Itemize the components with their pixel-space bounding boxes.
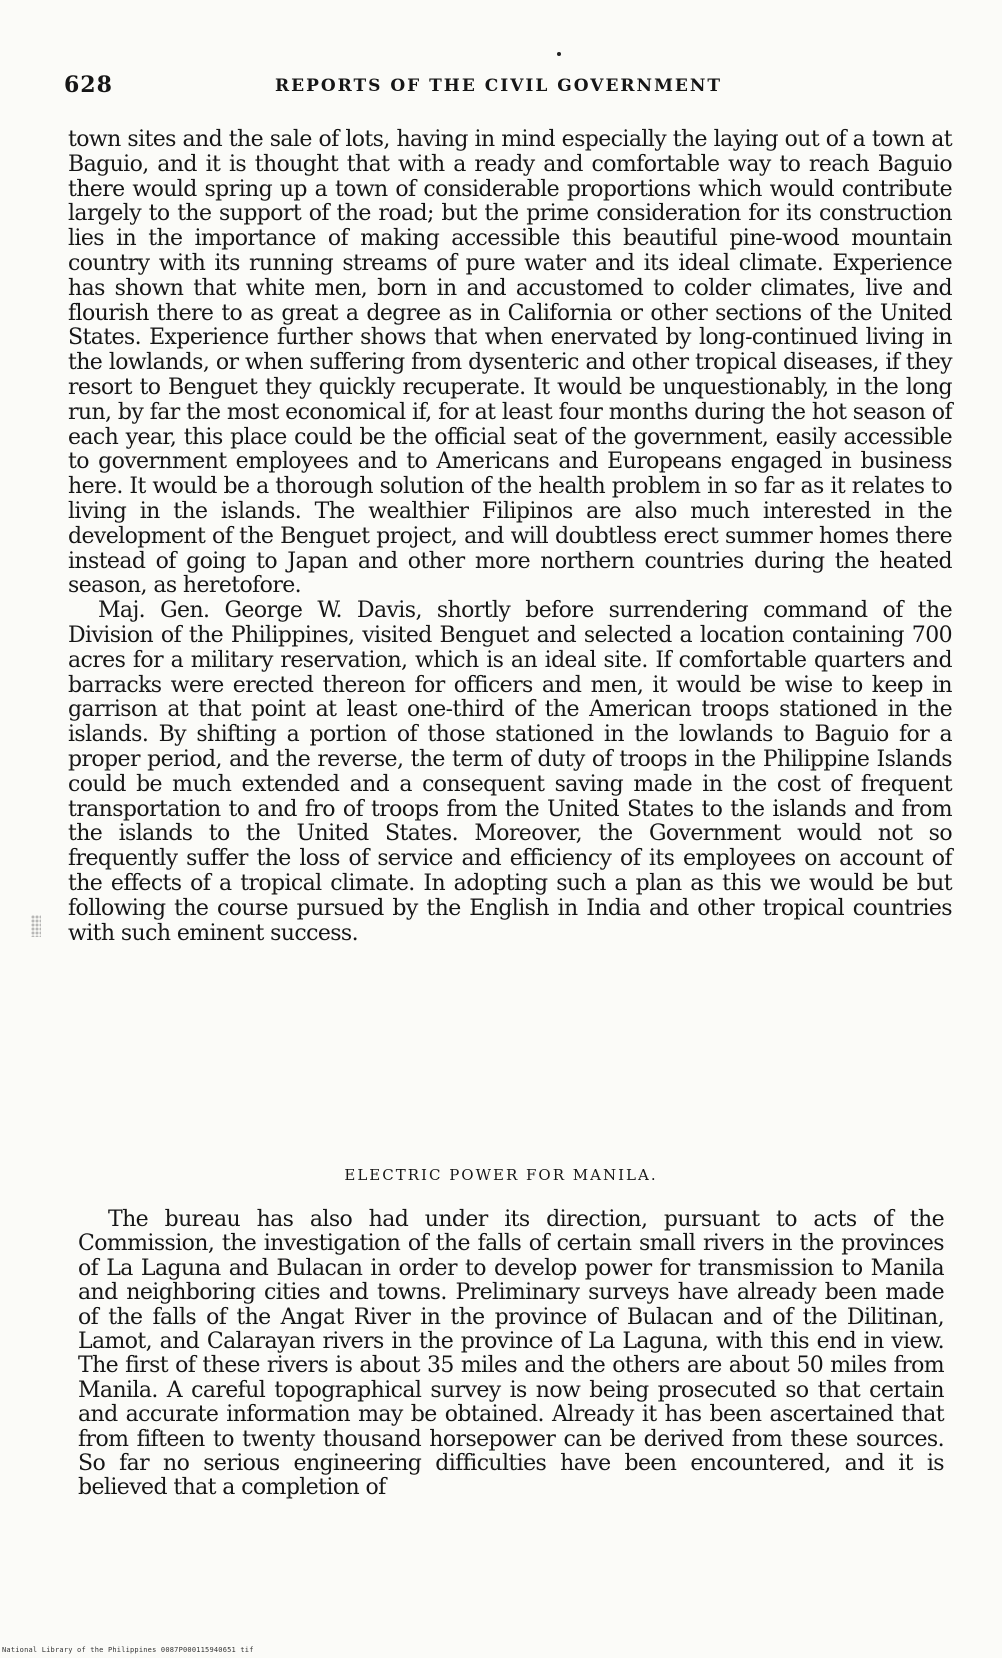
scan-speck [31,915,41,937]
paragraph-electric-power: The bureau has also had under its direction, pursuant to acts of the Commission, the investigation of the falls of certain small rivers in the provinces of La Laguna and Bulacan in order to develop power for transmission to Manila and neighboring cities and towns. Preliminary surveys have already been made of the falls of the Angat River in the province of Bulacan and of the Dilitinan, Lamot, and Calarayan rivers in the province of La Laguna, with this end in view. The first of these rivers is about 35 miles and the others are about 50 miles from Manila. A careful topographical survey is now being prosecuted so that certain and accurate information may be obtained. Already it has been ascertained that from fifteen to twenty thousand horsepower can be derived from these sources. So far no serious engineering difficulties have been encountered, and it is believed that a completion of [78,1207,944,1501]
page-number: 628 [64,72,113,98]
page-header [60,72,940,102]
ink-dot [557,52,561,56]
section-text [78,1208,944,1501]
main-text [68,128,952,946]
paragraph-baguio: town sites and the sale of lots, having in mind especially the laying out of a town at Baguio, and it is thought that with a ready and comfortable way to reach Baguio there would spring up a town of considerable proportions which would contribute largely to the support of the road; but the prime consideration for its construction lies in the importance of making accessible this beautiful pine-wood mountain country with its running streams of pure water and its ideal climate. Experience has shown that white men, born in and accustomed to colder climates, live and flourish there to as great a degree as in California or other sections of the United States. Experience further shows that when enervated by long-continued living in the lowlands, or when suffering from dysenteric and other tropical diseases, if they resort to Benguet they quickly recuperate. It would be unquestionably, in the long run, by far the most economical if, for at least four months during the hot season of each year, this place could be the official seat of the government, easily accessible to government employees and to Americans and Europeans engaged in business here. It would be a thorough solution of the health problem in so far as it relates to living in the islands. The wealthier Filipinos are also much interested in the development of the Benguet project, and will doubtless erect summer homes there instead of going to Japan and other more northern countries during the heated season, as heretofore. [68,127,952,599]
running-head: REPORTS OF THE CIVIL GOVERNMENT [275,76,723,96]
paragraph-military-reservation: Maj. Gen. George W. Davis, shortly before surrendering command of the Division of the Philippines, visited Benguet and selected a location containing 700 acres for a military reservation, which is an ideal site. If comfortable quarters and barracks were erected thereon for officers and men, it would be wise to keep in garrison at that point at least one-third of the American troops stationed in the islands. By shifting a portion of those stationed in the lowlands to Baguio for a proper period, and the reverse, the term of duty of troops in the Philippine Islands could be much extended and a consequent saving made in the cost of frequent transportation to and fro of troops from the United States to the islands and from the islands to the United States. Moreover, the Government would not so frequently suffer the loss of service and efficiency of its employees on account of the effects of a tropical climate. In adopting such a plan as this we would be but following the course pursued by the English in India and other tropical countries with such eminent success. [68,598,952,946]
scan-footer: National Library of the Philippines 0087P000115940651 tif [2,1646,254,1654]
section-heading: ELECTRIC POWER FOR MANILA. [344,1166,658,1184]
